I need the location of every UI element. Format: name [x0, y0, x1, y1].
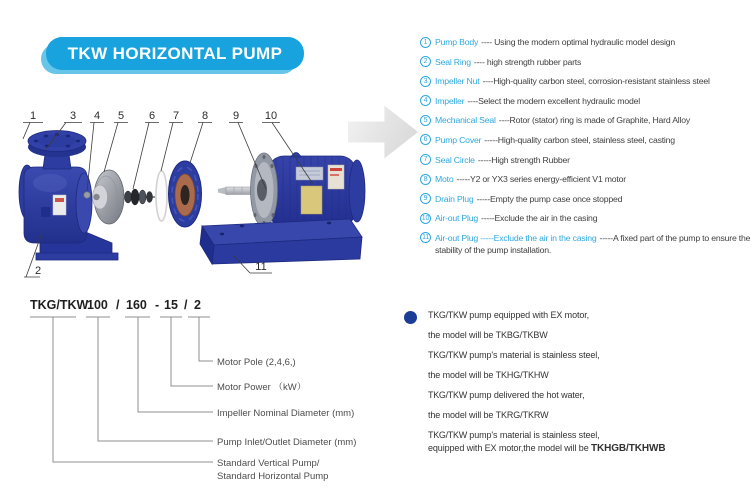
part-number-badge: 5: [420, 115, 431, 126]
gasket-ring: [156, 171, 167, 221]
list-item: [420, 193, 754, 205]
mechanical-seal-stack: [122, 189, 155, 205]
callout-11: 11: [255, 261, 267, 273]
note-prefix: TKG/TKW: [428, 430, 467, 440]
callout-9: 9: [232, 110, 240, 122]
model-label-impeller: Impeller Nominal Diameter (mm): [217, 408, 355, 419]
callout-4: 4: [93, 110, 101, 122]
note-text: pump equipped with EX motor,: [466, 310, 590, 320]
part-number-badge: 7: [420, 154, 431, 165]
list-item: [420, 232, 754, 256]
model-separator: /: [116, 298, 120, 312]
list-item: [420, 36, 754, 48]
note-line: [428, 310, 752, 321]
list-item: [420, 212, 754, 224]
part-number-badge: 6: [420, 134, 431, 145]
callout-5: 5: [117, 110, 125, 122]
note-line: [428, 330, 752, 341]
part-name: Impeller: [435, 95, 465, 106]
note-text: pump's material is stainless steel,: [466, 430, 600, 440]
note-text: the model will be TKRG/TKRW: [428, 410, 549, 420]
model-token-power: 15: [164, 298, 178, 312]
list-item: [420, 114, 754, 126]
model-separator: -: [155, 298, 160, 312]
list-item: [420, 95, 754, 107]
note-line: [428, 410, 752, 421]
part-number-badge: 4: [420, 95, 431, 106]
model-token-impeller: 160: [126, 298, 147, 312]
part-number-badge: 8: [420, 174, 431, 185]
parts-list: [420, 36, 754, 264]
note-text: the model will be TKHG/TKHW: [428, 370, 549, 380]
note-line: [428, 370, 752, 381]
model-label-series-2: Standard Horizontal Pump: [217, 471, 329, 482]
connector-lines: [30, 317, 213, 462]
part-desc: ----High-quality carbon steel, corrosion-resistant stainless steel: [482, 76, 710, 87]
motor-rear-cap: [349, 160, 365, 222]
part-desc: ---- Using the modern optimal hydraulic model design: [481, 37, 675, 47]
model-label-power: Motor Power （kW）: [217, 382, 307, 393]
impeller-nut: [84, 192, 90, 198]
list-item: [420, 134, 754, 146]
pump-cover: [169, 161, 202, 227]
part-name: Air-out Plug -----Exclude the air in the casing: [435, 232, 597, 243]
page-title: TKW HORIZONTAL PUMP: [67, 43, 283, 63]
part-desc: -----A fixed part of the pump to ensure the stability of the pump installation.: [435, 232, 751, 255]
callout-8: 8: [201, 110, 209, 122]
part-desc: ---- high strength rubber parts: [473, 56, 582, 67]
part-number-badge: 3: [420, 76, 431, 87]
list-item: [420, 75, 754, 87]
impeller: [93, 170, 125, 224]
motor-flange: [251, 153, 278, 227]
part-desc: -----High strength Rubber: [477, 154, 570, 165]
part-name: Air-out Plug: [435, 213, 478, 224]
motor-base: [200, 219, 362, 264]
header-banner: [46, 37, 304, 70]
note-bold: TKHGB/TKHWB: [591, 443, 666, 454]
note-line: [428, 390, 752, 401]
model-label-series-1: Standard Vertical Pump/: [217, 458, 320, 469]
part-desc: ----Rotor (stator) ring is made of Graphite, Hard Alloy: [498, 115, 691, 126]
part-number-badge: 2: [420, 56, 431, 67]
callout-10: 10: [264, 110, 278, 122]
part-desc: -----Empty the pump case once stopped: [476, 193, 623, 204]
callout-2: 2: [34, 265, 42, 277]
part-desc: -----Exclude the air in the casing: [481, 213, 598, 224]
part-number-badge: 1: [420, 37, 431, 48]
list-item: [420, 154, 754, 166]
model-variants-notes: [428, 310, 752, 463]
part-name: Pump Cover: [435, 134, 482, 145]
bullet-icon: [404, 311, 417, 324]
callout-6: 6: [148, 110, 156, 122]
part-name: Mechanical Seal: [435, 115, 496, 126]
note-text: pump delivered the hot water,: [466, 390, 585, 400]
model-separator: /: [184, 298, 188, 312]
callout-7: 7: [172, 110, 180, 122]
part-number-badge: 10: [421, 214, 430, 222]
motor-body: [268, 153, 365, 227]
part-name: Drain Plug: [435, 193, 474, 204]
part-name: Impeller Nut: [435, 76, 480, 87]
part-name: Seal Circle: [435, 154, 475, 165]
part-desc: ----Select the modern excellent hydraulic model: [467, 95, 640, 106]
motor-shaft: [218, 187, 254, 195]
note-prefix: TKG/TKW: [428, 390, 467, 400]
note-line: [428, 443, 752, 454]
note-text: the model will be TKBG/TKBW: [428, 330, 548, 340]
note-text: equipped with EX motor,the model will be: [428, 443, 591, 453]
model-label-pole: Motor Pole (2,4,6,): [217, 357, 296, 368]
part-number-badge: 11: [420, 232, 431, 243]
model-token-inlet: 100: [87, 298, 108, 312]
callout-1: 1: [29, 110, 37, 122]
note-line: [428, 350, 752, 361]
note-text: pump's material is stainless steel,: [466, 350, 600, 360]
note-line: [428, 430, 752, 441]
part-name: Seal Ring: [435, 56, 471, 67]
list-item: [420, 56, 754, 68]
model-token-series: TKG/TKW: [30, 298, 89, 312]
part-name: Pump Body: [435, 37, 479, 47]
part-desc: -----High-quality carbon steel, stainless steel, casting: [484, 134, 675, 145]
part-number-badge: 9: [420, 193, 431, 204]
part-desc: -----Y2 or YX3 series energy-efficient V1 motor: [456, 174, 626, 185]
note-prefix: TKG/TKW: [428, 350, 467, 360]
model-label-inlet: Pump Inlet/Outlet Diameter (mm): [217, 437, 357, 448]
model-token-pole: 2: [194, 298, 201, 312]
callout-3: 3: [69, 110, 77, 122]
model-code-breakdown: [10, 290, 360, 495]
part-name: Moto: [435, 174, 454, 185]
note-prefix: TKG/TKW: [428, 310, 467, 320]
motor-yellow-label: [301, 186, 322, 214]
list-item: [420, 173, 754, 185]
